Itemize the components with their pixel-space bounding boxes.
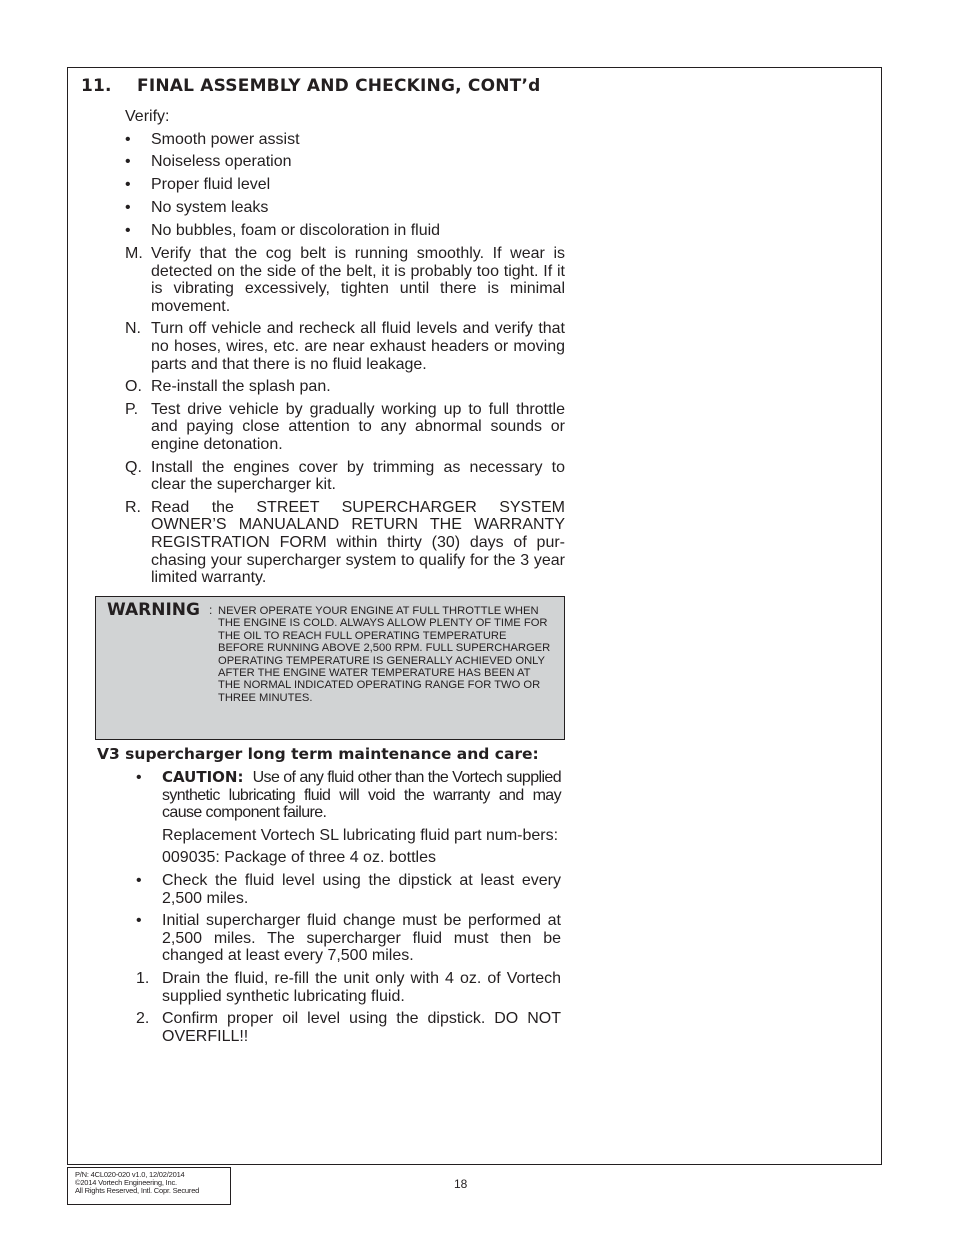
section-title: FINAL ASSEMBLY AND CHECKING, CONT’d xyxy=(137,76,541,96)
maintenance-bullet xyxy=(136,872,561,907)
step-item xyxy=(125,320,565,373)
footer-copyright-box xyxy=(67,1167,231,1205)
step-marker: P. xyxy=(125,400,139,418)
step-text: Turn off vehicle and recheck all fluid levels and verify that no hoses, wires, etc. are near exhaust headers or moving parts and that there is no fluid leakage. xyxy=(151,320,565,373)
verify-bullet-text: Noiseless operation xyxy=(151,153,292,171)
numbered-item xyxy=(136,970,561,1005)
verify-label: Verify: xyxy=(125,108,170,125)
caution-text: Use of any fluid other than the Vortech supplied synthetic lubricating fluid will void the warranty and may cause component failure. xyxy=(162,769,562,822)
verify-bullet xyxy=(125,199,565,217)
step-item xyxy=(125,459,565,494)
bullet-glyph: • xyxy=(125,222,131,240)
step-marker: N. xyxy=(125,320,141,338)
maintenance-bullet-text: Check the fluid level using the dipstick at least every 2,500 miles. xyxy=(162,871,561,907)
bullet-glyph: • xyxy=(136,912,142,930)
step-text: Verify that the cog belt is running smoothly. If wear is detected on the side of the belt, it is probably too tight. If it is vibrating excessively, tighten until there is minimal movement. xyxy=(151,245,565,315)
numbered-marker: 2. xyxy=(136,1010,150,1028)
caution-paragraph xyxy=(162,769,561,822)
caution-item xyxy=(136,769,561,822)
footer-part-number: P/N: 4CL020-020 v1.0, 12/02/2014 xyxy=(75,1170,185,1179)
maintenance-heading: V3 supercharger long term maintenance and care: xyxy=(97,745,539,763)
step-text: Read the STREET SUPERCHARGER SYSTEM OWNER’S MANUALAND RETURN THE WARRANTY REGISTRATION FORM within thirty (30) days of pur-chasing your supercharger system to qualify for the 3 year limited warranty. xyxy=(151,498,565,587)
numbered-item xyxy=(136,1010,561,1045)
step-marker: Q. xyxy=(125,458,142,476)
step-marker: M. xyxy=(125,245,143,263)
verify-bullet-text: No system leaks xyxy=(151,199,269,217)
verify-bullet xyxy=(125,131,565,149)
caution-label: CAUTION: xyxy=(162,768,244,786)
page-number: 18 xyxy=(454,1177,468,1191)
verify-bullet-text: No bubbles, foam or discoloration in fluid xyxy=(151,222,441,240)
verify-bullet xyxy=(125,176,565,194)
section-heading xyxy=(81,76,541,96)
step-item xyxy=(125,245,565,315)
maintenance-bullet xyxy=(136,912,561,965)
verify-bullet-text: Smooth power assist xyxy=(151,130,300,148)
warning-colon: : xyxy=(209,603,213,617)
footer-copyright: ©2014 Vortech Engineering, Inc. xyxy=(75,1178,177,1188)
step-item xyxy=(125,499,565,587)
section-number: 11. xyxy=(81,76,112,96)
step-marker: O. xyxy=(125,378,142,396)
step-text: Test drive vehicle by gradually working up to full throttle and paying close attention to any abnormal sounds or engine detonation. xyxy=(151,400,565,453)
step-item xyxy=(125,401,565,454)
main-column xyxy=(125,108,565,592)
replacement-text: Replacement Vortech SL lubricating fluid part num-bers: xyxy=(162,826,559,844)
bullet-glyph: • xyxy=(136,871,142,889)
step-item xyxy=(125,378,565,396)
part-number-text: 009035: Package of three 4 oz. bottles xyxy=(162,849,436,867)
bullet-glyph: • xyxy=(125,130,131,148)
step-marker: R. xyxy=(125,498,141,516)
step-text: Re-install the splash pan. xyxy=(151,378,331,396)
warning-label: WARNING xyxy=(107,600,200,620)
numbered-marker: 1. xyxy=(136,969,150,987)
step-text: Install the engines cover by trimming as necessary to clear the supercharger kit. xyxy=(151,458,565,494)
verify-bullet-text: Proper fluid level xyxy=(151,176,271,194)
footer-rights: All Rights Reserved, Intl. Copr. Secured xyxy=(75,1186,200,1196)
bullet-glyph: • xyxy=(125,176,131,194)
bullet-glyph: • xyxy=(125,199,131,217)
verify-bullet xyxy=(125,153,565,171)
numbered-text: Drain the fluid, re-fill the unit only with 4 oz. of Vortech supplied synthetic lubricating fluid. xyxy=(162,969,561,1005)
maintenance-column xyxy=(136,769,561,1050)
maintenance-bullet-text: Initial supercharger fluid change must be performed at 2,500 miles. The supercharger fluid must then be changed at least every 7,500 miles. xyxy=(162,912,561,965)
bullet-glyph: • xyxy=(125,153,131,171)
verify-bullet xyxy=(125,222,565,240)
numbered-text: Confirm proper oil level using the dipstick. DO NOT OVERFILL!! xyxy=(162,1010,561,1045)
warning-box xyxy=(95,596,565,740)
bullet-glyph: • xyxy=(136,769,142,786)
warning-text: NEVER OPERATE YOUR ENGINE AT FULL THROTTLE WHEN THE ENGINE IS COLD. ALWAYS ALLOW PLENTY OF TIME FOR THE OIL TO REACH FULL OPERATING TEMPERATURE BEFORE RUNNING ABOVE 2,500 RPM. FULL SUPERCHARGER OPERATING TEMPERATURE IS GENERALLY ACHIEVED ONLY AFTER THE ENGINE WATER TEMPERATURE HAS BEEN AT THE NORMAL INDICATED OPERATING RANGE FOR TWO OR THREE MINUTES. xyxy=(218,605,551,704)
